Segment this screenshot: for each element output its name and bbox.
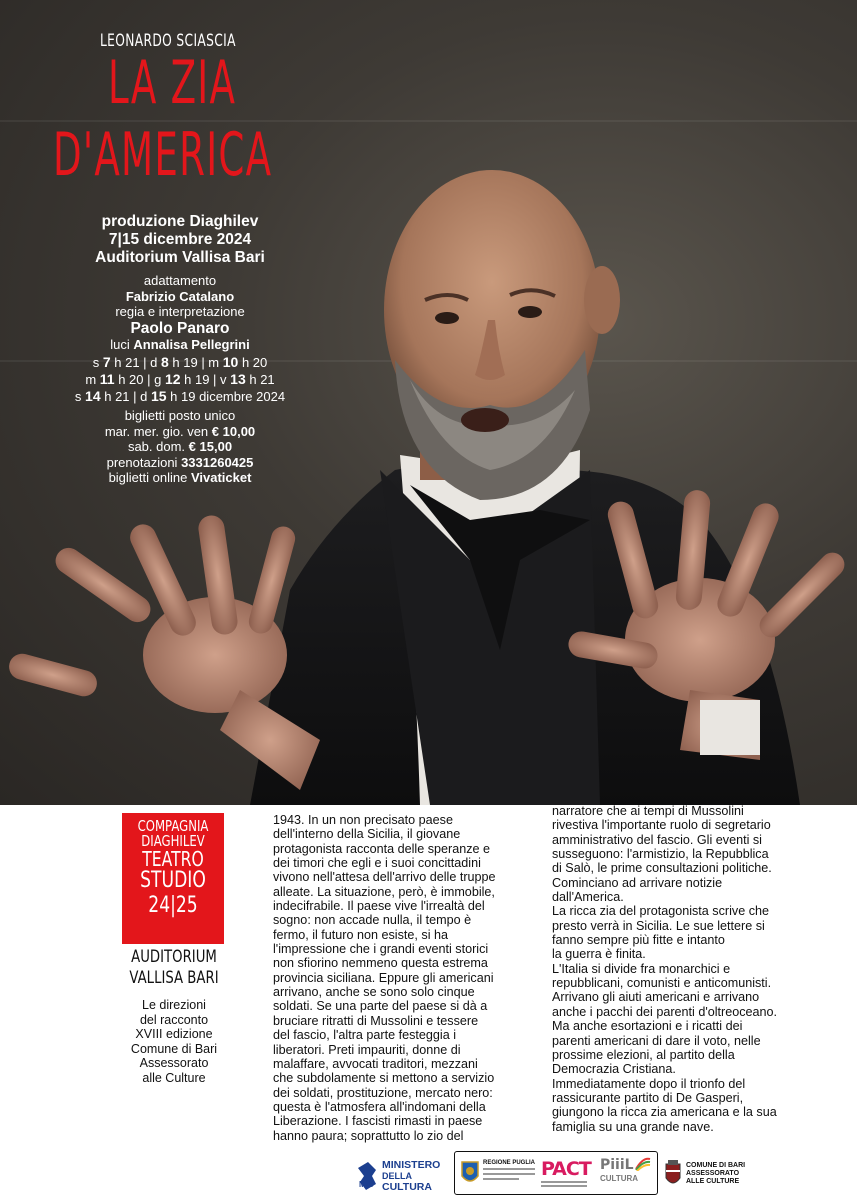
season-info-line: alle Culture [142, 1070, 206, 1085]
ticket-weekend [40, 439, 320, 455]
booking [40, 455, 320, 471]
comune-line: ASSESSORATO [686, 1170, 740, 1177]
comune-line: COMUNE DI BARI [686, 1162, 746, 1169]
synopsis-line: Liberazione. I fascisti rimasti in paese [273, 1114, 483, 1129]
online-label: biglietti online [108, 470, 188, 485]
lights-credit [40, 337, 320, 353]
schedule-text: h 19 | m [168, 355, 223, 370]
season-info [110, 998, 238, 1086]
season-info-line: Le direzioni [142, 998, 206, 1012]
schedule-text: h 21 | d [100, 389, 151, 404]
synopsis-line: di Salò, le prime consultazioni politiche. [552, 861, 772, 876]
schedule-row [30, 371, 330, 388]
synopsis-line: rivestiva l'importante ruolo di segretario [552, 818, 771, 833]
comune-bari-logo [664, 1156, 752, 1196]
schedule-date: 10 [222, 354, 239, 370]
synopsis-line: narratore che ai tempi di Mussolini [552, 804, 744, 818]
region-name: REGIONE PUGLIA [483, 1160, 536, 1166]
schedule-text: s [92, 355, 103, 370]
production-dates: 7|15 dicembre 2024 [108, 231, 252, 248]
booking-phone: 3331260425 [181, 454, 254, 470]
company-line: STUDIO [140, 868, 206, 893]
schedule-text: h 21 | d [110, 355, 161, 370]
season-info-line: del racconto [139, 1012, 209, 1027]
synopsis-line: hanno paura; soprattutto lo zio del [273, 1128, 464, 1143]
company-season: 24|25 [148, 893, 198, 918]
partners-logo-strip [454, 1151, 658, 1195]
ministry-name [382, 1160, 440, 1193]
synopsis-line: presto verrà in Sicilia. Le sue lettere si [552, 918, 765, 933]
company-line: DIAGHILEV [141, 832, 205, 850]
synopsis-line: repubblicani, comunisti e anticomunisti. [552, 976, 772, 991]
synopsis-line: 1943. In un non precisato paese [273, 813, 453, 827]
synopsis-column-1 [273, 813, 548, 1143]
schedule-text: m [85, 372, 100, 387]
credits [40, 273, 320, 352]
synopsis-line: L'Italia si divide fra monarchici e [552, 961, 731, 976]
season-info-line: XVIII edizione [135, 1027, 213, 1042]
ticket-weekday [40, 424, 320, 440]
colorful-swoosh-icon [635, 1157, 651, 1171]
synopsis-line: bruciare ritratti di Mussolini e tessere [273, 1013, 479, 1028]
synopsis-column-2 [552, 804, 837, 1134]
synopsis-line: dei timori che egli e i suoi concittadini [273, 856, 481, 871]
online-vendor: Vivaticket [190, 470, 252, 485]
piiil-subtitle: CULTURA [600, 1174, 639, 1183]
synopsis-line: non sfiorino nemmeno questa estrema [273, 956, 488, 971]
synopsis-line: Cominciano ad arrivare notizie [552, 875, 723, 890]
lights-name: Annalisa Pellegrini [133, 336, 250, 352]
synopsis-line: indecifrabile. Il paese vive l'irrealtà del [273, 899, 485, 914]
schedule-text: h 19 | v [180, 372, 231, 387]
ticket-weekday-price: € 10,00 [211, 423, 256, 439]
schedule-text: h 20 [238, 355, 268, 370]
production-info [40, 213, 320, 267]
synopsis-line: fanno sempre più fitte e intanto [552, 933, 725, 948]
synopsis-line: questa è l'atmosfera all'indomani della [273, 1099, 486, 1114]
city-crest-icon [664, 1160, 682, 1188]
synopsis-line: alleate. La situazione, però, è immobile, [273, 884, 495, 899]
ticket-heading: biglietti posto unico [124, 408, 236, 423]
synopsis-line: giungono la ricca zia americana e la sua [552, 1105, 777, 1120]
region-text-lines [483, 1168, 535, 1183]
pact-subtitle [541, 1181, 587, 1187]
ticket-info [40, 408, 320, 486]
ticket-weekday-label: mar. mer. gio. ven [104, 423, 209, 439]
synopsis-line: dell'interno della Sicilia, il giovane [273, 827, 461, 842]
performance-schedule [30, 354, 330, 405]
title-line-1: LA ZIA [108, 48, 237, 118]
booking-label: prenotazioni [106, 454, 178, 470]
synopsis-line: che subdolamente si mettono a servizio [273, 1071, 495, 1086]
schedule-date: 13 [230, 371, 246, 387]
ministry-abbr: MiC [359, 1180, 374, 1189]
schedule-date: 8 [161, 354, 169, 370]
adaptation-name: Fabrizio Catalano [125, 288, 235, 304]
synopsis-line: parenti americani di dare il voto, nelle [552, 1033, 761, 1048]
schedule-text: s [74, 389, 86, 404]
comune-text [686, 1162, 745, 1186]
synopsis-line: prossime elezioni, al partito della [552, 1047, 735, 1062]
schedule-date: 7 [102, 354, 111, 370]
synopsis-line: sogno: non accade nulla, il tempo è [273, 913, 472, 928]
online-tickets [40, 470, 320, 486]
company-line: TEATRO [142, 847, 204, 871]
synopsis-line: dei soldati, prostituzione, mercato nero: [273, 1085, 493, 1100]
synopsis-line: liberatori. Preti impauriti, donne di [273, 1042, 461, 1057]
synopsis-line: susseguono: l'armistizio, la Repubblica [552, 847, 769, 862]
synopsis-line: fermo, il futuro non esiste, si ha [273, 927, 448, 942]
schedule-date: 15 [150, 388, 167, 404]
synopsis-line: amministrativo del fascio. Gli eventi si [552, 832, 762, 847]
direction-name: Paolo Panaro [130, 319, 230, 337]
schedule-row [30, 354, 330, 371]
schedule-date: 14 [85, 388, 101, 404]
synopsis-line: dall'America. [552, 890, 624, 905]
venue-line-1: AUDITORIUM [131, 947, 217, 967]
synopsis-line: l'impressione che i grandi eventi storici [273, 942, 489, 957]
ministry-line: CULTURA [382, 1181, 432, 1193]
season-info-line: Assessorato [139, 1056, 209, 1071]
direction-label: regia e interpretazione [115, 304, 245, 319]
company-box [122, 813, 224, 944]
schedule-date: 11 [99, 371, 115, 387]
ticket-weekend-label: sab. dom. [127, 439, 186, 454]
schedule-date: 12 [164, 371, 181, 387]
lights-label: luci [110, 336, 130, 352]
schedule-text: h 19 dicembre 2024 [166, 389, 286, 404]
ministry-line: DELLA [382, 1171, 412, 1181]
synopsis-line: anche i pacchi dei parenti d'oltreoceano. [552, 1004, 778, 1019]
synopsis-line: soldati. Se una parte del paese si dà a [273, 999, 488, 1014]
synopsis-line: arrivano, anche se sono solo cinque [273, 985, 475, 1000]
piiil-logo: PiiiL [600, 1157, 634, 1173]
synopsis-line: del fascio, l'altra parte festeggia i [273, 1028, 457, 1043]
synopsis-line: famiglia su una grande nave. [552, 1119, 714, 1134]
synopsis-line: la guerra è finita. [552, 947, 646, 962]
synopsis-line: Immediatamente dopo il trionfo del [552, 1076, 746, 1091]
synopsis-line: Arrivano gli aiuti americani e arrivano [552, 990, 760, 1005]
synopsis-line: provincia siciliana. Eppure gli americani [273, 970, 494, 985]
synopsis-line: vivono nell'attesa dell'arrivo delle truppe [273, 870, 496, 885]
ministry-line: MINISTERO [382, 1159, 441, 1171]
comune-line: ALLE CULTURE [686, 1178, 740, 1185]
production-company: produzione Diaghilev [101, 213, 259, 230]
synopsis-line: malaffare, avvocati traditori, mezzani [273, 1056, 478, 1071]
schedule-text: h 20 | g [114, 372, 165, 387]
adaptation-label: adattamento [143, 273, 217, 288]
synopsis-line: Ma anche esortazioni e i ricatti dei [552, 1019, 743, 1034]
schedule-text: h 21 [245, 372, 275, 387]
region-crest-icon [460, 1160, 480, 1186]
pact-logo: PACT [541, 1158, 591, 1180]
synopsis-line: protagonista racconta delle speranze e [273, 841, 491, 856]
company-line: COMPAGNIA [137, 817, 209, 835]
ministry-logo [356, 1160, 442, 1194]
production-venue: Auditorium Vallisa Bari [95, 249, 265, 266]
synopsis-line: rassicurante partito di De Gasperi, [552, 1090, 744, 1105]
synopsis-line: La ricca zia del protagonista scrive che [552, 904, 770, 919]
schedule-row [30, 388, 330, 405]
synopsis-line: Democrazia Cristiana. [552, 1062, 676, 1077]
venue-line-2: VALLISA BARI [129, 968, 219, 988]
title-line-2: D'AMERICA [53, 120, 273, 190]
author-name: LEONARDO SCIASCIA [100, 31, 236, 51]
ticket-weekend-price: € 15,00 [188, 439, 233, 454]
season-info-line: Comune di Bari [130, 1041, 218, 1056]
